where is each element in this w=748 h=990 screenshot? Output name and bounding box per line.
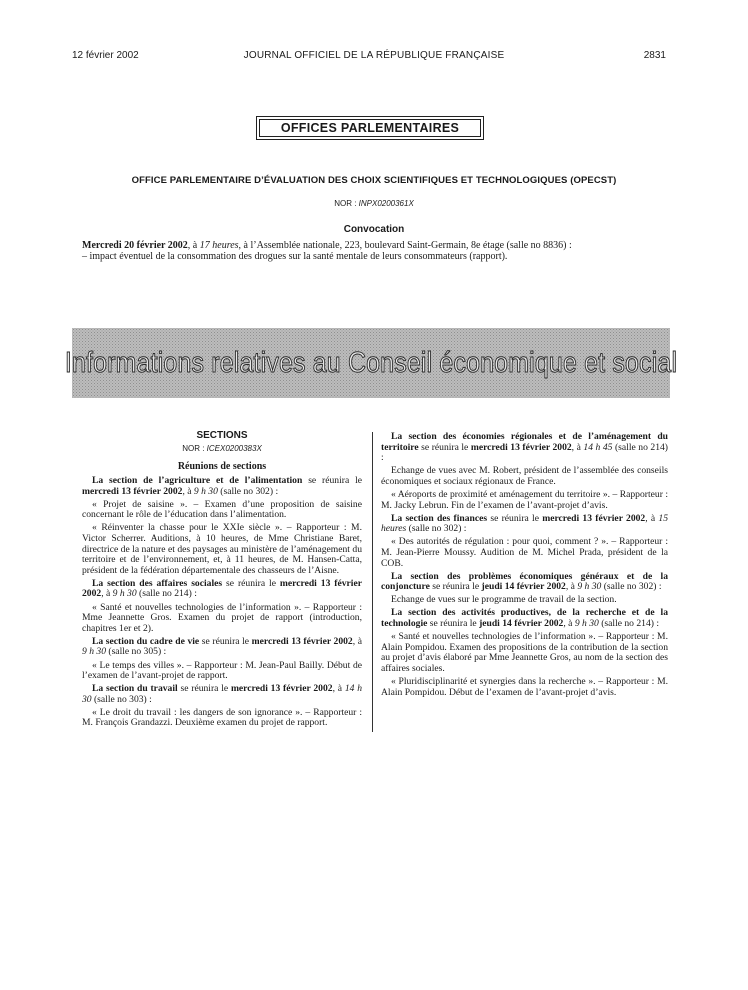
- nor-reference-opecst: [0, 199, 748, 208]
- text-span: (salle no 214) :: [381, 441, 668, 464]
- bold-text: mercredi 13 février 2002: [542, 512, 646, 524]
- text-span: se réunira le: [427, 618, 480, 629]
- section-cadre-de-vie-notice: [82, 637, 362, 658]
- agenda-item: « Santé et nouvelles technologies de l’information ». – Rapporteur : Mme Jeannette Gros. Examen du projet de rapport (introduction, chapitres 1er et 2).: [82, 601, 362, 634]
- agenda-item: « Le temps des villes ». – Rapporteur : M. Jean-Paul Bailly. Début de l’examen de l’avant-projet de rapport.: [82, 659, 362, 682]
- convocation-line: [82, 240, 672, 251]
- text-span: se réunira le: [429, 581, 482, 593]
- section-affaires-sociales-notice: [82, 579, 362, 600]
- offices-title: OFFICES PARLEMENTAIRES: [259, 119, 481, 137]
- bold-text: mercredi 13 février 2002: [251, 635, 353, 647]
- text-span: , à: [332, 683, 345, 695]
- italic-text: 9 h 30: [574, 618, 599, 629]
- text-span: , à: [645, 512, 659, 524]
- italic-text: 14 h 45: [583, 441, 613, 453]
- bold-text: La section de l’agriculture et de l’alimentation: [92, 475, 303, 486]
- header-date: 12 février 2002: [72, 50, 139, 61]
- text-span: , à: [187, 240, 200, 251]
- agenda-item: Echange de vues avec M. Robert, président de l’assemblée des conseils économiques et sociaux régionaux de France.: [381, 465, 668, 487]
- text-span: (salle no 303) :: [91, 693, 152, 705]
- text-span: se réunira le: [418, 441, 471, 453]
- ces-banner: [64, 328, 678, 398]
- nor-reference-ces: [82, 444, 362, 453]
- text-span: , à: [101, 588, 113, 600]
- section-agriculture-notice: [82, 476, 362, 497]
- ces-banner-title: Informations relatives au Conseil économique et social: [64, 346, 678, 379]
- bold-text: mercredi 13 février 2002: [470, 441, 572, 453]
- bold-text: La section des affaires sociales: [92, 577, 223, 589]
- nor-value: INPX0200361X: [358, 199, 414, 208]
- bold-text: jeudi 14 février 2002: [479, 618, 564, 629]
- office-name-heading: OFFICE PARLEMENTAIRE D’ÉVALUATION DES CHOIX SCIENTIFIQUES ET TECHNOLOGIQUES (OPECST): [131, 175, 617, 186]
- text-span: (salle no 214) :: [136, 588, 197, 600]
- section-economies-regionales-notice: [381, 432, 668, 464]
- text-span: (salle no 302) :: [601, 581, 662, 593]
- italic-text: 9 h 30: [82, 646, 106, 658]
- section-travail-notice: [82, 684, 362, 705]
- sections-heading: SECTIONS: [196, 430, 248, 441]
- column-divider: [372, 432, 373, 732]
- agenda-item: « Pluridisciplinarité et synergies dans la recherche ». – Rapporteur : M. Alain Pompidou. Début de l’examen de l’avant-projet d’avis.: [381, 675, 668, 698]
- bold-text: mercredi 13 février 2002: [82, 577, 362, 600]
- agenda-item: « Le droit du travail : les dangers de son ignorance ». – Rapporteur : M. François Grandazzi. Deuxième examen du projet de rapport.: [82, 706, 362, 729]
- text-span: (salle no 302) :: [406, 523, 467, 535]
- bold-text: La section des activités productives, de la recherche et de la technologie: [381, 607, 668, 629]
- section-activites-productives-notice: [381, 608, 668, 629]
- bold-text: mercredi 13 février 2002: [230, 683, 333, 695]
- left-column: [82, 476, 362, 732]
- bold-text: La section du cadre de vie: [92, 635, 200, 647]
- text-span: se réunira le: [199, 635, 252, 647]
- text-span: (salle no 214) :: [598, 618, 660, 629]
- section-finances-notice: [381, 514, 668, 535]
- text-span: se réunira le: [222, 577, 280, 589]
- agenda-item: « Projet de saisine ». – Examen d’une proposition de saisine concernant le rôle de l’éducation dans l’alimentation.: [82, 498, 362, 521]
- italic-text: 9 h 30: [112, 588, 137, 600]
- section-problemes-economiques-notice: [381, 572, 668, 593]
- convocation-place: , à l’Assemblée nationale, 223, boulevard Saint-Germain, 8e étage (salle no 8836) :: [238, 240, 572, 251]
- convocation-text: [82, 240, 672, 262]
- agenda-item: « Santé et nouvelles technologies de l’information ». – Rapporteur : M. Alain Pompidou. Examen des propositions de la contribution de la section au projet d’avis élaboré par Mme Jeannette Gros, au nom de la section des affaires sociales.: [381, 631, 668, 674]
- convocation-heading: Convocation: [343, 224, 405, 235]
- bold-text: jeudi 14 février 2002: [481, 581, 566, 593]
- text-span: (salle no 302) :: [217, 485, 279, 497]
- text-span: (salle no 305) :: [105, 646, 167, 658]
- italic-text: 14 h 30: [82, 683, 362, 705]
- text-span: se réunira le: [177, 683, 231, 695]
- convocation-date: Mercredi 20 février 2002: [82, 240, 188, 251]
- right-column: [381, 432, 668, 701]
- italic-text: 15 heures: [381, 512, 668, 535]
- text-span: , à: [352, 635, 362, 647]
- bold-text: La section des problèmes économiques généraux et de la conjoncture: [381, 570, 668, 593]
- agenda-item: « Réinventer la chasse pour le XXIe siècle ». – Rapporteur : M. Victor Scherrer. Auditions, à 10 heures, de Mme Christiane Baret, directrice de la nature et des paysages au ministère de l’aménagement du territoire et de l’environnement, et, à 11 heures, de M. Hansen-Catta, président de la fédération départementale des chasseurs de l’Aisne.: [82, 522, 362, 576]
- journal-title: JOURNAL OFFICIEL DE LA RÉPUBLIQUE FRANÇAISE: [243, 50, 505, 61]
- bold-text: La section du travail: [92, 683, 178, 695]
- nor-label: NOR :: [334, 199, 359, 208]
- bold-text: mercredi 13 février 2002: [82, 485, 183, 497]
- text-span: se réunira le: [302, 475, 362, 486]
- agenda-item: « Aéroports de proximité et aménagement du territoire ». – Rapporteur : M. Jacky Lebrun. Fin de l’examen de l’avant-projet d’avis.: [381, 488, 668, 511]
- bold-text: La section des finances: [391, 512, 488, 524]
- italic-text: 9 h 30: [193, 485, 218, 497]
- reunions-heading: Réunions de sections: [177, 461, 267, 472]
- text-span: , à: [565, 581, 578, 593]
- text-span: , à: [182, 485, 194, 497]
- text-span: , à: [563, 618, 575, 629]
- page-number: 2831: [643, 50, 666, 61]
- offices-title-box: [256, 116, 484, 140]
- agenda-item: Echange de vues sur le programme de travail de la section.: [391, 594, 617, 606]
- text-span: , à: [571, 441, 584, 453]
- italic-text: 9 h 30: [577, 581, 602, 593]
- text-span: se réunira le: [487, 512, 543, 524]
- nor-value: ICEX0200383X: [206, 444, 262, 453]
- agenda-item: « Des autorités de régulation : pour quoi, comment ? ». – Rapporteur : M. Jean-Pierre Moussy. Audition de M. Michel Prada, président de la COB.: [381, 536, 668, 569]
- convocation-agenda-item: – impact éventuel de la consommation des drogues sur la santé mentale de leurs consommateurs (rapport).: [82, 251, 508, 262]
- bold-text: La section des économies régionales et de l’aménagement du territoire: [381, 431, 668, 453]
- convocation-time: 17 heures: [199, 240, 239, 251]
- nor-label: NOR :: [182, 444, 207, 453]
